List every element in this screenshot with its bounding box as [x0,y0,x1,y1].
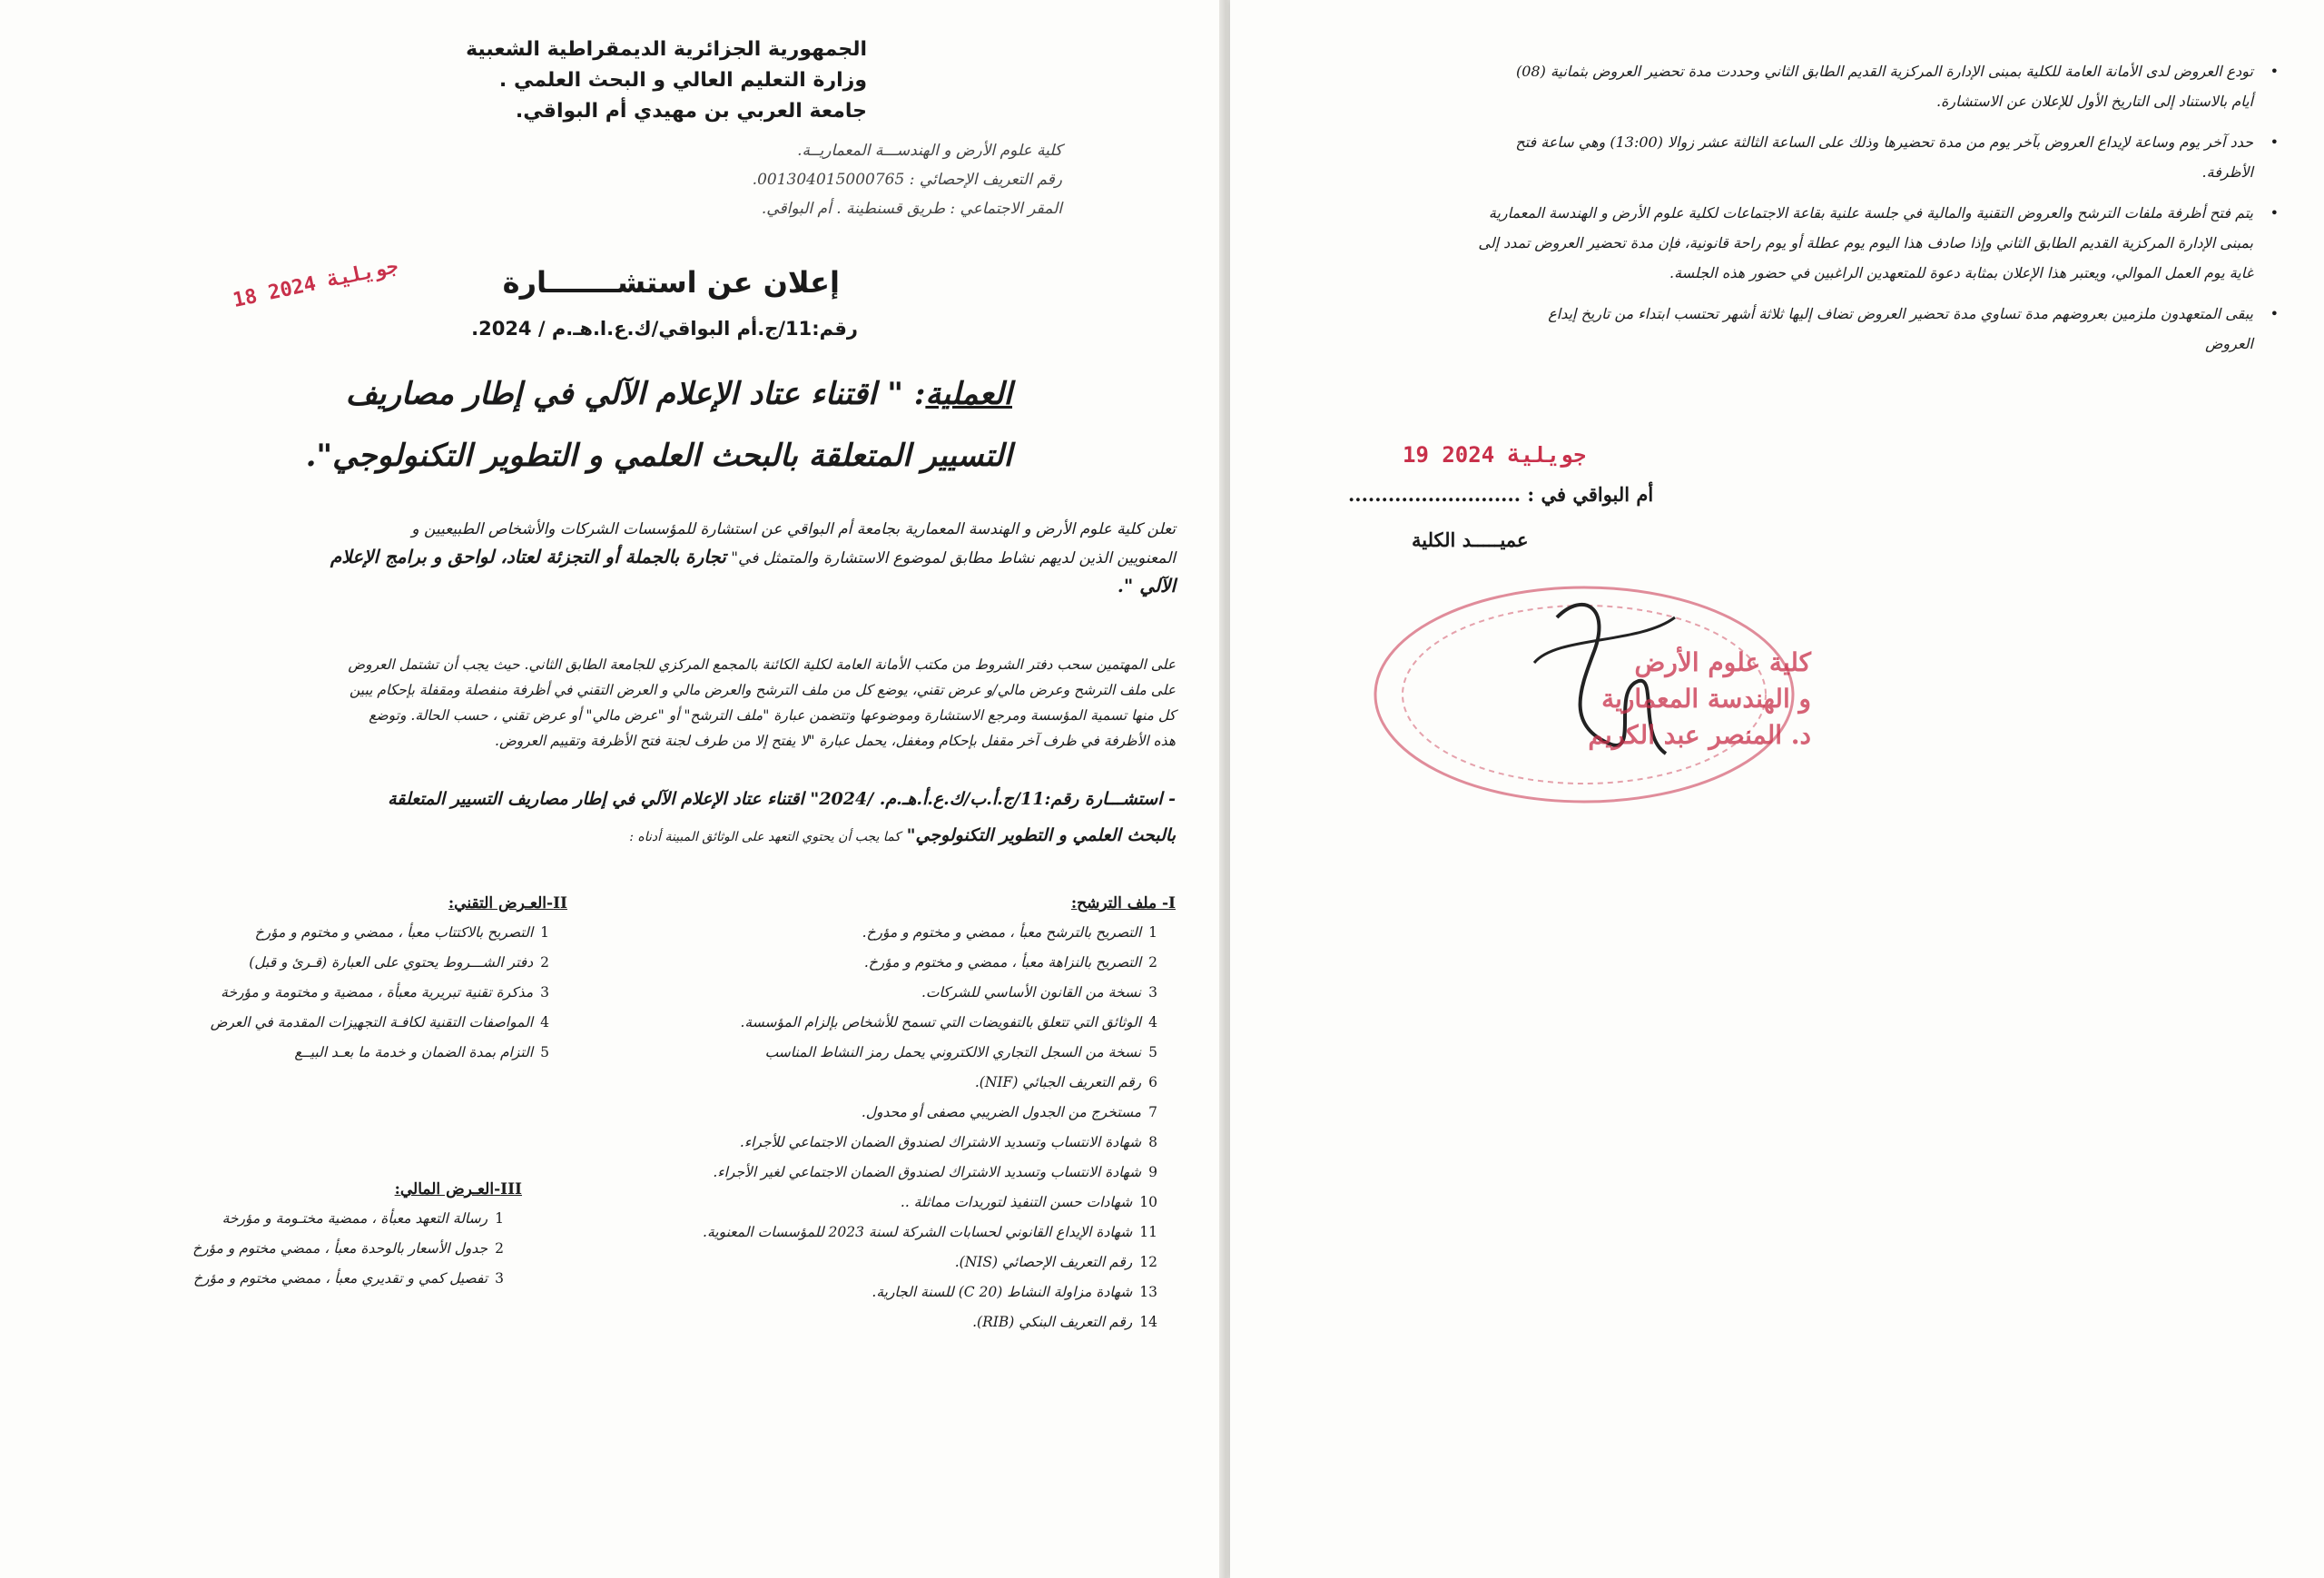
date-stamp-left: 18 جويلية 2024 [231,254,401,313]
list-item-number: 14 [1139,1314,1157,1330]
list-item-text: جدول الأسعار بالوحدة معبأ ، ممضي مختوم و مؤرخ [192,1240,488,1257]
financial-offer-section [50,1180,522,1294]
list-item-text: رقم التعريف الإحصائي (NIS). [954,1254,1133,1270]
intro-line-2-activity: تجارة بالجملة أو التجزئة لعتاد، لواحق و برامج الإعلام [330,546,726,567]
list-item-text: رسالة التعهد معبأة ، ممضية مختـومة و مؤرخة [222,1210,488,1227]
list-item [667,1188,1157,1218]
intro-line-1: تعلن كلية علوم الأرض و الهندسة المعمارية بجامعة أم البواقي عن استشارة للمؤسسات الشركات والأشخاص الطبيعيين و [411,520,1176,538]
list-item-text: المواصفات التقنية لكافـة التجهيزات المقدمة في العرض [210,1014,534,1031]
stamp-text-line-1: كلية علوم الأرض [1634,647,1811,677]
list-item-text: نسخة من السجل التجاري الالكتروني يحمل رمز النشاط المناسب [764,1044,1142,1060]
list-item-number: 2 [495,1240,504,1257]
intro-line-3: الآلي ". [1117,575,1176,597]
list-item-number: 4 [540,1014,549,1031]
faculty-stat-id: رقم التعريف الإحصائي : 001304015000765. [752,171,1062,189]
list-item-text: تفصيل كمي و تقديري معبأ ، ممضي مختوم و مؤرخ [193,1270,488,1287]
consultation-line-2 [68,817,1176,855]
financial-offer-title: III-العـرض المالي: [394,1180,522,1198]
list-item-number: 1 [1148,924,1157,941]
intro-line-2-text: المعنويين الذين لديهم نشاط مطابق لموضوع الاستشارة والمتمثل في" [731,549,1176,567]
document-title: إعلان عن استشـــــــارة [502,265,840,300]
signature-place-date: أم البواقي في : .......................... [1348,483,1654,506]
list-item-number: 1 [540,924,549,941]
list-item-number: 3 [1148,984,1157,1001]
consultation-line [68,781,1176,855]
intro-line-2 [68,543,1176,572]
reference-number: رقم:11/ج.أم البواقي/ك.ع.ا.هـ.م / 2024. [471,318,858,340]
list-item-text: رقم التعريف الجبائي (NIF). [974,1074,1142,1090]
list-item-number: 3 [540,984,549,1001]
list-item-number: 13 [1139,1284,1157,1300]
header-university: جامعة العربي بن مهيدي أم البواقي. [515,100,867,123]
list-item [667,918,1157,948]
bullet-line: العروض [2205,335,2253,352]
bullet-line: غاية يوم العمل الموالي، ويعتبر هذا الإعلان بمثابة دعوة للمتعهدين الراغبين في حضور هذه الجلسة. [1669,264,2253,281]
list-item-text: رقم التعريف البنكي (RIB). [972,1314,1133,1330]
list-item-text: التصريح بالترشح معبأ ، ممضي و مختوم و مؤرخ. [862,924,1142,941]
list-item-number: 9 [1148,1164,1157,1180]
list-item-text: شهادة مزاولة النشاط (C 20) للسنة الجارية. [872,1284,1133,1300]
list-item-text: التزام بمدة الضمان و خدمة ما بعـد البيــع [294,1044,534,1060]
intro-paragraph [68,516,1176,599]
bullet-line: الأظرفة. [2201,163,2253,181]
list-item [667,1248,1157,1277]
technical-offer-list [59,918,549,1068]
document-page-right [1230,0,2324,1578]
list-item [667,948,1157,978]
bullet-line: يتم فتح أظرفة ملفات الترشح والعروض التقنية والمالية في جلسة علنية بقاعة الاجتماعات لكلية علوم الأرض و الهندسة المعمارية [1488,204,2253,222]
financial-offer-list [50,1204,504,1294]
bullet-item [1262,198,2288,288]
list-item-text: مستخرج من الجدول الضريبي مصفى أو محدول. [861,1104,1142,1120]
bullet-line: يبقى المتعهدون ملزمين بعروضهم مدة تساوي مدة تحضير العروض تضاف إليها ثلاثة أشهر تحتسب ابتداء من تاريخ إيداع [1548,305,2253,322]
operation-text-1: : " اقتناء عتاد الإعلام الآلي في إطار مصاريف [345,376,926,412]
list-item [667,1218,1157,1248]
faculty-block [517,136,1062,223]
list-item-number: 1 [495,1210,504,1227]
faculty-address: المقر الاجتماعي : طريق قسنطينة . أم البواقي. [761,200,1062,218]
header-block [359,35,867,127]
list-item [667,1307,1157,1337]
list-item [50,1204,504,1234]
list-item [59,1008,549,1038]
technical-offer-section [59,894,567,1068]
bullet-icon: • [2270,204,2279,222]
list-item [59,978,549,1008]
conditions-line-4: هذه الأظرفة في ظرف آخر مقفل بإحكام ومغفل، يحمل عبارة "لا يفتح إلا من طرف لجنة فتح الأظرفة وتقييم العروض. [495,733,1176,749]
bullet-line: بمبنى الإدارة المركزية القديم الطابق الثاني وإذا صادف هذا اليوم يوم عطلة أو يوم راحة قانونية، فإن مدة تحضير العروض تمدد إلى [1478,234,2253,251]
list-item [667,1277,1157,1307]
list-item-number: 5 [1148,1044,1157,1060]
list-item-text: الوثائق التي تتعلق بالتفويضات التي تسمح للأشخاص بإلزام المؤسسة. [740,1014,1142,1031]
list-item-number: 6 [1148,1074,1157,1090]
bullet-line: أيام بالاستناد إلى التاريخ الأول للإعلان عن الاستشارة. [1935,93,2253,110]
list-item-text: شهادة الانتساب وتسديد الاشتراك لصندوق الضمان الاجتماعي لغير الأجراء. [713,1164,1142,1180]
operation-block [195,363,1012,487]
operation-label: العملية [925,376,1012,412]
stamp-text [1393,645,1811,754]
header-ministry: وزارة التعليم العالي و البحث العلمي . [498,69,867,92]
bullet-line: حدد آخر يوم وساعة لإيداع العروض بآخر يوم من مدة تحضيرها وذلك على الساعة الثالثة عشر زوالا (13:00) وهي ساعة فتح [1515,133,2253,151]
list-item-number: 5 [540,1044,549,1060]
date-stamp-right: 19 جويلية 2024 [1403,442,1587,468]
list-item [50,1234,504,1264]
list-item-number: 4 [1148,1014,1157,1031]
bullet-icon: • [2270,63,2279,80]
consultation-line-2-bold: بالبحث العلمي و التطوير التكنولوجي" [906,825,1176,845]
list-item [59,1038,549,1068]
list-item-text: شهادات حسن التنفيذ لتوريدات مماثلة .. [900,1194,1133,1210]
bullet-item [1262,56,2288,116]
list-item [59,918,549,948]
list-item [667,1068,1157,1098]
technical-offer-title: II-العـرض التقني: [448,894,567,912]
list-item [667,978,1157,1008]
list-item-number: 11 [1139,1224,1157,1240]
stamp-text-line-2: و الهندسة المعمارية [1601,684,1811,714]
official-stamp [1339,581,1847,817]
list-item [667,1128,1157,1158]
list-item-text: شهادة الإيداع القانوني لحسابات الشركة لسنة 2023 للمؤسسات المعنوية. [703,1224,1133,1240]
bullet-icon: • [2270,305,2279,322]
conditions-line-2: على ملف الترشح وعرض مالي/و عرض تقني، يوضع كل من ملف الترشح والعرض مالي و العرض التقني في أظرفة منفصلة ومقفلة بإحكام يبين [350,682,1176,698]
list-item-number: 12 [1139,1254,1157,1270]
bullet-item [1262,127,2288,187]
consultation-line-1: - استشـــارة رقم:11/ج.أ.ب/ك.ع.أ.هـ.م. /2024" اقتناء عتاد الإعلام الآلي في إطار مصاريف التسيير المتعلقة [388,789,1176,809]
consultation-line-2-tail: كما يجب أن يحتوي التعهد على الوثائق المبينة أدناه : [629,830,901,844]
conditions-line-1: على المهتمين سحب دفتر الشروط من مكتب الأمانة العامة لكلية الكائنة بالمجمع المركزي للجامعة الطابق الثاني. حيث يجب أن تشتمل العروض [348,656,1176,673]
list-item-text: التصريح بالنزاهة معبأ ، ممضي و مختوم و مؤرخ. [863,954,1142,971]
header-republic: الجمهورية الجزائرية الديمقراطية الشعبية [466,38,867,61]
list-item-number: 2 [1148,954,1157,971]
list-item-number: 8 [1148,1134,1157,1150]
list-item [667,1008,1157,1038]
candidacy-file-section [667,894,1176,1337]
bullet-item [1262,299,2288,359]
list-item-number: 2 [540,954,549,971]
list-item-number: 3 [495,1270,504,1287]
candidacy-file-list [667,918,1157,1337]
dean-title: عميـــــد الكلية [1412,528,1529,551]
list-item-text: دفتر الشـــروط يحتوي على العبارة (قـرئ و قبل) [249,954,534,971]
operation-line-1 [195,363,1012,425]
list-item [667,1158,1157,1188]
list-item [667,1098,1157,1128]
conditions-line-3: كل منها تسمية المؤسسة ومرجع الاستشارة وموضوعها وتتضمن عبارة "ملف الترشح" أو "عرض مالي" أو عرض تقني ، حسب الحالة. وتوضع [369,707,1176,724]
list-item-text: مذكرة تقنية تبريرية معبأة ، ممضية و مختومة و مؤرخة [221,984,534,1001]
bullet-icon: • [2270,133,2279,151]
list-item-text: التصريح بالاكتتاب معبأ ، ممضي و مختوم و مؤرخ [254,924,534,941]
candidacy-file-title: I- ملف الترشح: [1070,894,1176,912]
list-item [50,1264,504,1294]
faculty-name: كلية علوم الأرض و الهندســـة المعماريــة. [797,142,1062,160]
stamp-text-line-3: د. المنصر عبد الكريم [1588,720,1811,750]
list-item [667,1038,1157,1068]
list-item [59,948,549,978]
conditions-bullet-list [1262,56,2288,370]
bullet-line: تودع العروض لدى الأمانة العامة للكلية بمبنى الإدارة المركزية القديم الطابق الثاني وحددت مدة تحضير العروض بثمانية (08) [1516,63,2253,80]
list-item-text: نسخة من القانون الأساسي للشركات. [921,984,1142,1001]
list-item-number: 7 [1148,1104,1157,1120]
operation-line-2: التسيير المتعلقة بالبحث العلمي و التطوير التكنولوجي". [305,438,1012,474]
list-item-text: شهادة الانتساب وتسديد الاشتراك لصندوق الضمان الاجتماعي للأجراء. [739,1134,1142,1150]
conditions-paragraph [68,652,1176,754]
list-item-number: 10 [1139,1194,1157,1210]
